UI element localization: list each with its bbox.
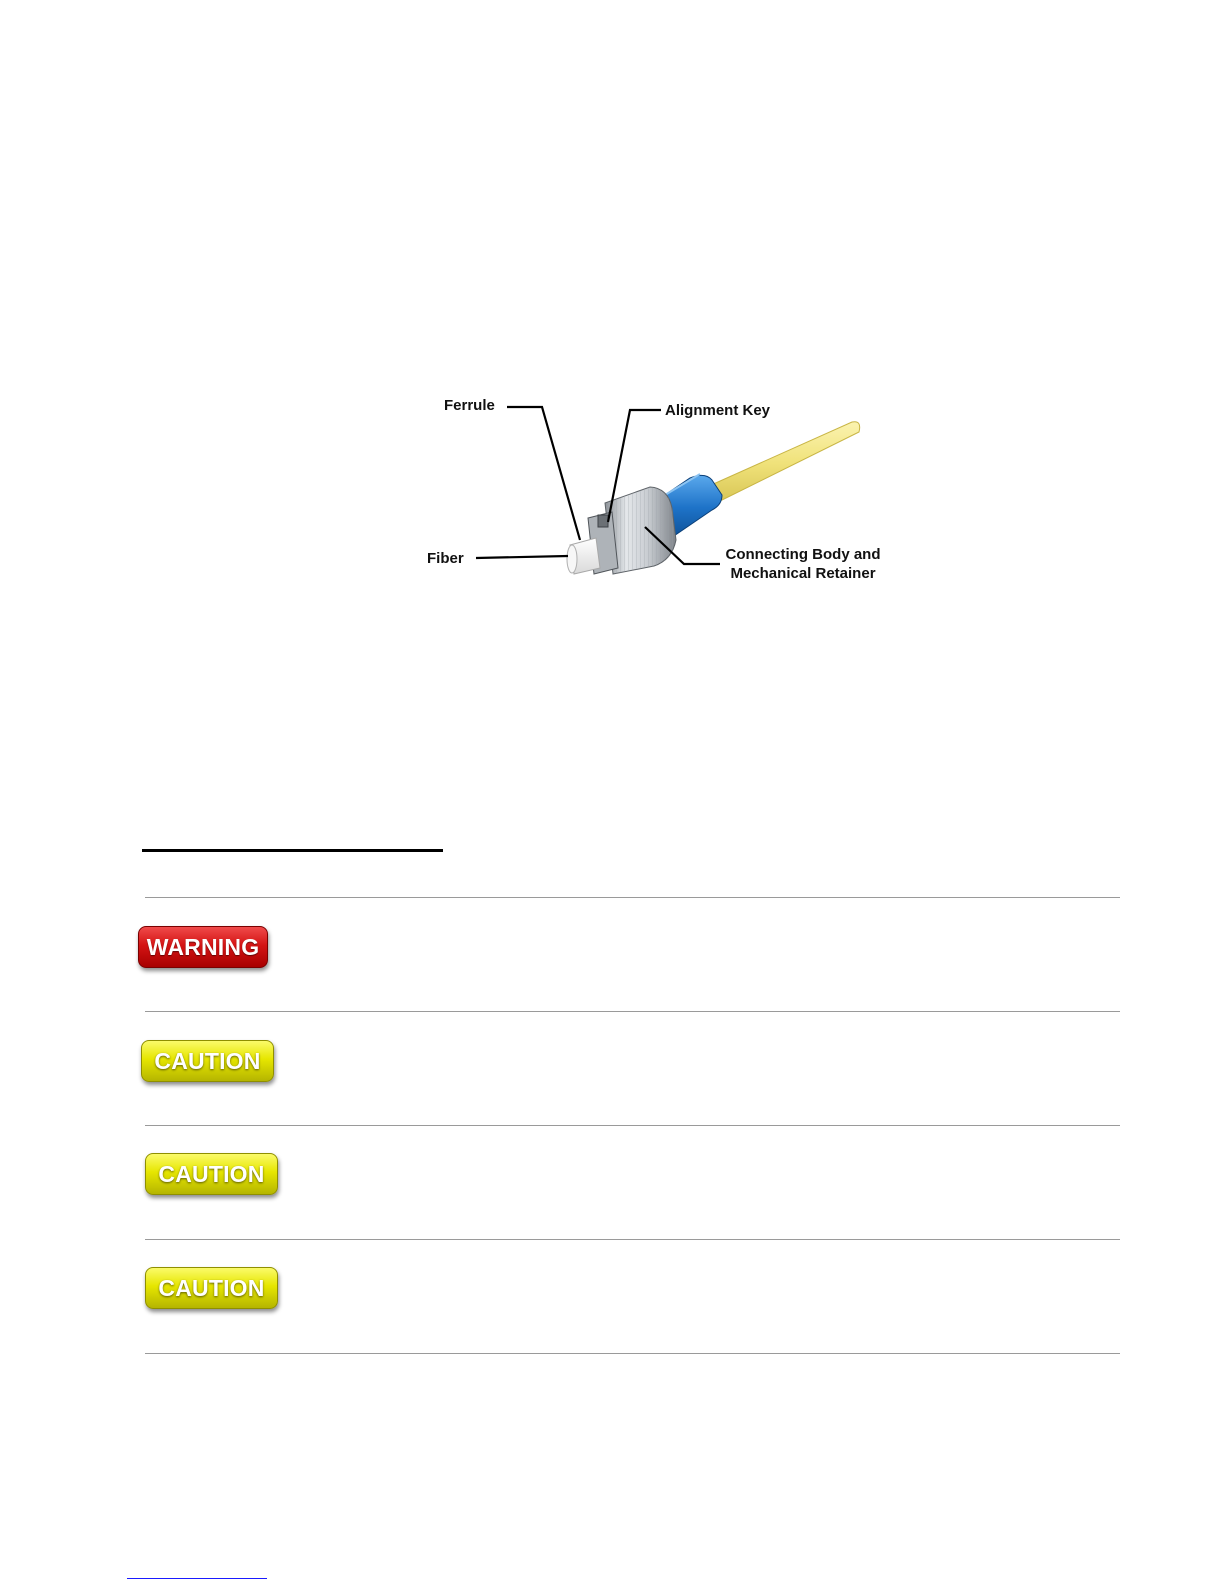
notice-divider	[145, 897, 1120, 898]
notice-divider	[145, 1353, 1120, 1354]
connecting-body-label	[718, 545, 888, 583]
caution-badge: CAUTION	[145, 1267, 278, 1309]
ferrule-leader-line	[507, 407, 580, 540]
notice-divider	[145, 1125, 1120, 1126]
connector-illustration	[0, 0, 1225, 700]
caution-badge: CAUTION	[145, 1153, 278, 1195]
warning-badge: WARNING	[138, 926, 268, 968]
connecting-body-label-line1: Connecting Body and	[725, 546, 881, 563]
fiber-label: Fiber	[427, 550, 464, 567]
footer-hyperlink-underline[interactable]	[127, 1578, 267, 1579]
notice-divider	[145, 1011, 1120, 1012]
connecting-body-label-line2: Mechanical Retainer	[730, 565, 876, 582]
fiber-leader-line	[476, 556, 568, 558]
caution-badge: CAUTION	[141, 1040, 274, 1082]
alignment-key-label: Alignment Key	[665, 402, 771, 419]
cable-jacket	[700, 422, 860, 505]
ferrule-label: Ferrule	[444, 397, 495, 414]
fiber-connector-figure	[0, 0, 1225, 700]
ferrule	[567, 538, 600, 574]
notice-divider	[145, 1239, 1120, 1240]
section-heading-rule	[142, 849, 443, 852]
